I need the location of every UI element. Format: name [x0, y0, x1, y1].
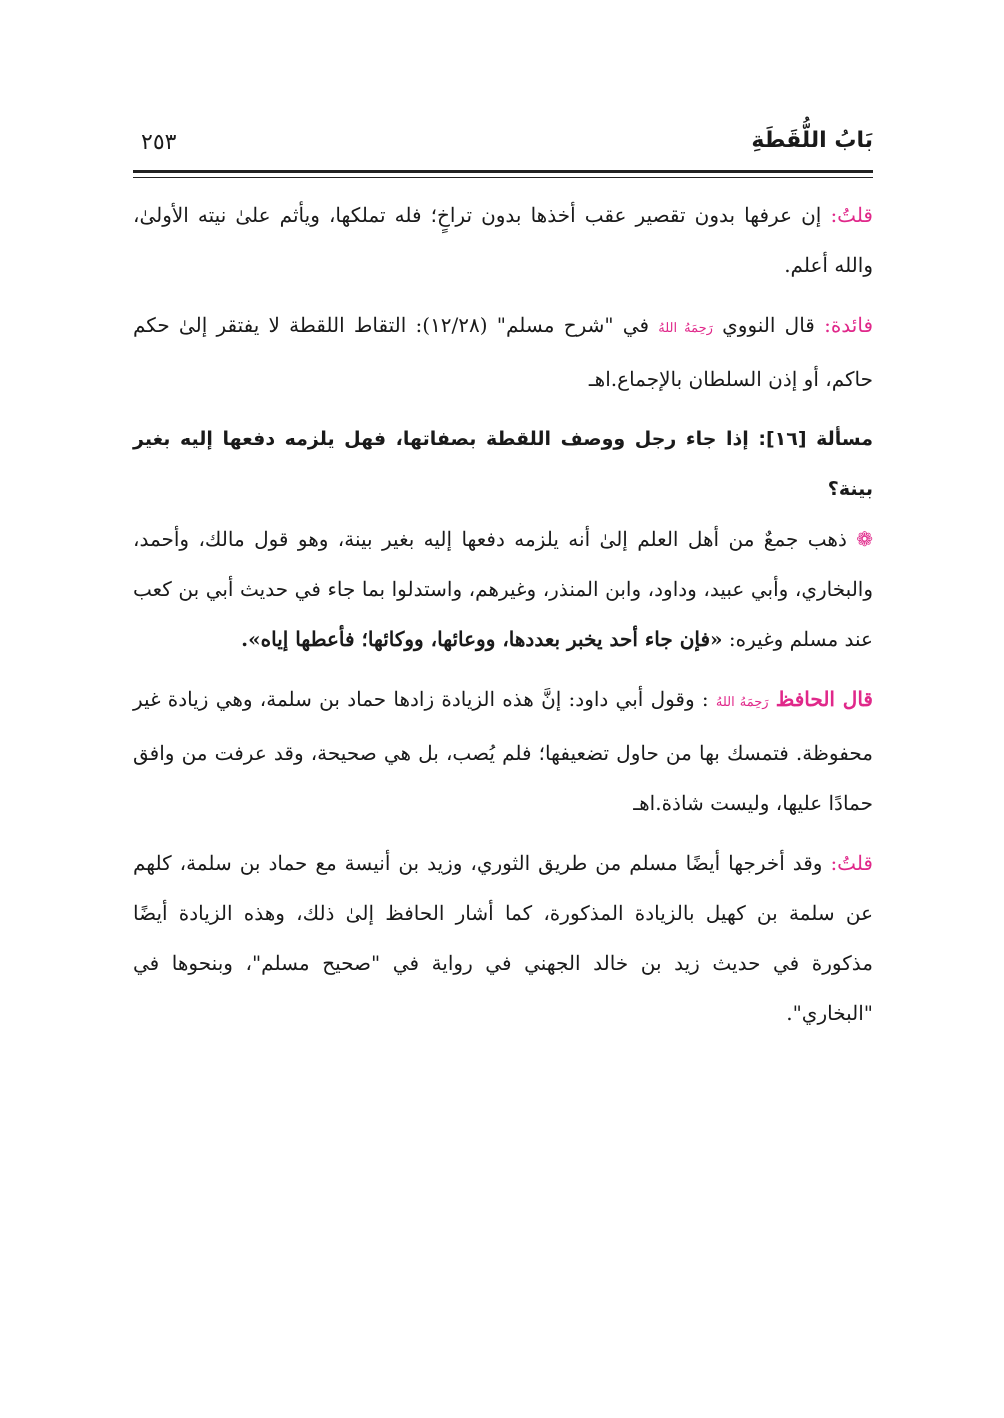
hafiz-text: : وقول أبي داود: إنَّ هذه الزيادة زادها حماد بن سلمة، وهي زيادة غير محفوظة. فتمسك بها من حاول تضعيفها؛ فلم يُصب، بل هي صحيحة، وقد عرفت من وافق حمادًا عليها، وليست شاذة.اهـ [133, 687, 873, 815]
final-lead: قلتُ: [830, 851, 873, 875]
page-number: ٢٥٣ [141, 130, 177, 155]
benefit-text-before: قال النووي [722, 313, 815, 337]
honorific-mark: رَحِمَهُ اللهُ [658, 321, 713, 336]
issue-heading [133, 414, 873, 514]
paragraph-note [133, 190, 873, 290]
paragraph-final [133, 838, 873, 1038]
page [133, 110, 874, 1025]
running-header [133, 110, 873, 166]
header-rule-thick [133, 170, 873, 173]
answer-text: ذهب جمعٌ من أهل العلم إلىٰ أنه يلزمه دفعها إليه بغير بينة، وهو قول مالك، وأحمد، والبخاري، وأبي عبيد، وداود، وابن المنذر، وغيرهم، واستدلوا بما جاء في حديث أبي بن كعب عند مسلم وغيره: [133, 527, 873, 651]
page-body [133, 190, 873, 1038]
header-rule-thin [133, 177, 873, 178]
hafiz-lead: قال الحافظ [775, 687, 873, 711]
paragraph-benefit [133, 300, 873, 404]
final-text: وقد أخرجها أيضًا مسلم من طريق الثوري، وزيد بن أنيسة مع حماد بن سلمة، كلهم عن سلمة بن كهيل بالزيادة المذكورة، كما أشار الحافظ إلىٰ ذلك، وهذه الزيادة أيضًا مذكورة في حديث زيد بن خالد الجهني في رواية في "صحيح مسلم"، وبنحوها في "البخاري". [133, 851, 874, 1025]
hadith-quote: «فإن جاء أحد يخبر بعددها، ووعائها، ووكائها؛ فأعطها إياه». [241, 627, 723, 651]
paragraph-answer [133, 514, 873, 664]
chapter-title: بَابُ اللُّقَطَةِ [751, 128, 873, 153]
benefit-lead: فائدة: [824, 313, 874, 337]
honorific-mark: رَحِمَهُ اللهُ [715, 695, 769, 710]
issue-label: مسألة [١٦]: [758, 428, 873, 450]
note-lead: قلتُ: [830, 203, 873, 227]
issue-text: إذا جاء رجل ووصف اللقطة بصفاتها، فهل يلزمه دفعها إليه بغير بينة؟ [133, 428, 873, 500]
paragraph-hafiz [133, 674, 873, 828]
benefit-text-after: في "شرح مسلم" (١٢/٢٨): التقاط اللقطة لا يفتقر إلىٰ حكم حاكم، أو إذن السلطان بالإجماع.اهـ [133, 313, 873, 391]
note-text: إن عرفها بدون تقصير عقب أخذها بدون تراخٍ؛ فله تملكها، ويأثم علىٰ نيته الأولىٰ، والله أعلم. [133, 203, 873, 277]
flower-icon: ❁ [856, 527, 874, 551]
